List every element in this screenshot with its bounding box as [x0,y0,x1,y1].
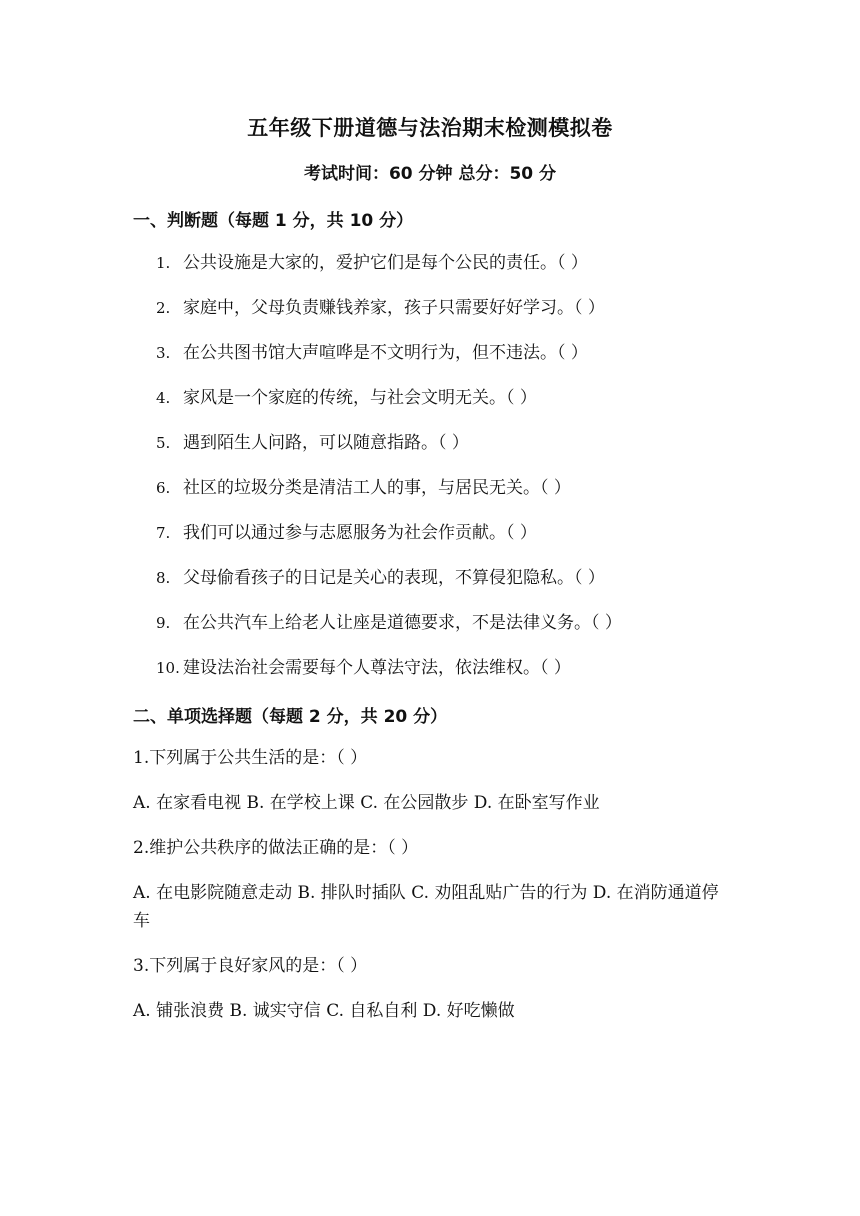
item-number: 6. [156,479,171,497]
item-number: 1. [156,254,171,272]
item-number: 9. [156,614,171,632]
question-stem: 2.维护公共秩序的做法正确的是：（ ） [133,838,419,858]
list-item [156,249,622,294]
list-item [156,654,622,699]
item-text: 遇到陌生人问路，可以随意指路。（ ） [183,433,469,453]
list-item [156,339,622,384]
item-text: 在公共汽车上给老人让座是道德要求，不是法律义务。（ ） [183,613,622,633]
section-heading-true-false: 一、判断题（每题 1 分，共 10 分） [133,211,414,231]
item-number: 3. [156,344,171,362]
item-number: 8. [156,569,171,587]
question-options: A. 在家看电视 B. 在学校上课 C. 在公园散步 D. 在卧室写作业 [133,793,600,813]
list-item [156,384,622,429]
list-item [156,519,622,564]
item-number: 10. [156,659,180,677]
list-item [156,474,622,519]
item-number: 5. [156,434,171,452]
list-item [156,609,622,654]
question-stem: 1.下列属于公共生活的是：（ ） [133,748,368,768]
list-item [156,294,622,339]
item-number: 2. [156,299,171,317]
item-number: 4. [156,389,171,407]
item-text: 我们可以通过参与志愿服务为社会作贡献。（ ） [183,523,537,543]
true-false-list [156,249,622,699]
question-stem: 3.下列属于良好家风的是：（ ） [133,956,368,976]
question-options: A. 铺张浪费 B. 诚实守信 C. 自私自利 D. 好吃懒做 [133,1001,515,1021]
list-item [156,429,622,474]
item-text: 公共设施是大家的，爱护它们是每个公民的责任。（ ） [183,253,588,273]
exam-title: 五年级下册道德与法治期末检测模拟卷 [247,116,613,140]
question-options: A. 在电影院随意走动 B. 排队时插队 C. 劝阻乱贴广告的行为 D. 在消防通道停车 [133,883,719,931]
item-text: 在公共图书馆大声喧哗是不文明行为，但不违法。（ ） [183,343,588,363]
item-text: 家庭中，父母负责赚钱养家，孩子只需要好好学习。（ ） [183,298,605,318]
list-item [156,564,622,609]
item-text: 家风是一个家庭的传统，与社会文明无关。（ ） [183,388,537,408]
exam-subtitle: 考试时间：60 分钟 总分：50 分 [303,164,557,184]
multiple-choice-list [133,744,723,1042]
item-text: 社区的垃圾分类是清洁工人的事，与居民无关。（ ） [183,478,571,498]
item-number: 7. [156,524,171,542]
section-heading-multiple-choice: 二、单项选择题（每题 2 分，共 20 分） [133,707,448,727]
item-text: 父母偷看孩子的日记是关心的表现，不算侵犯隐私。（ ） [183,568,605,588]
item-text: 建设法治社会需要每个人尊法守法，依法维权。（ ） [183,658,571,678]
